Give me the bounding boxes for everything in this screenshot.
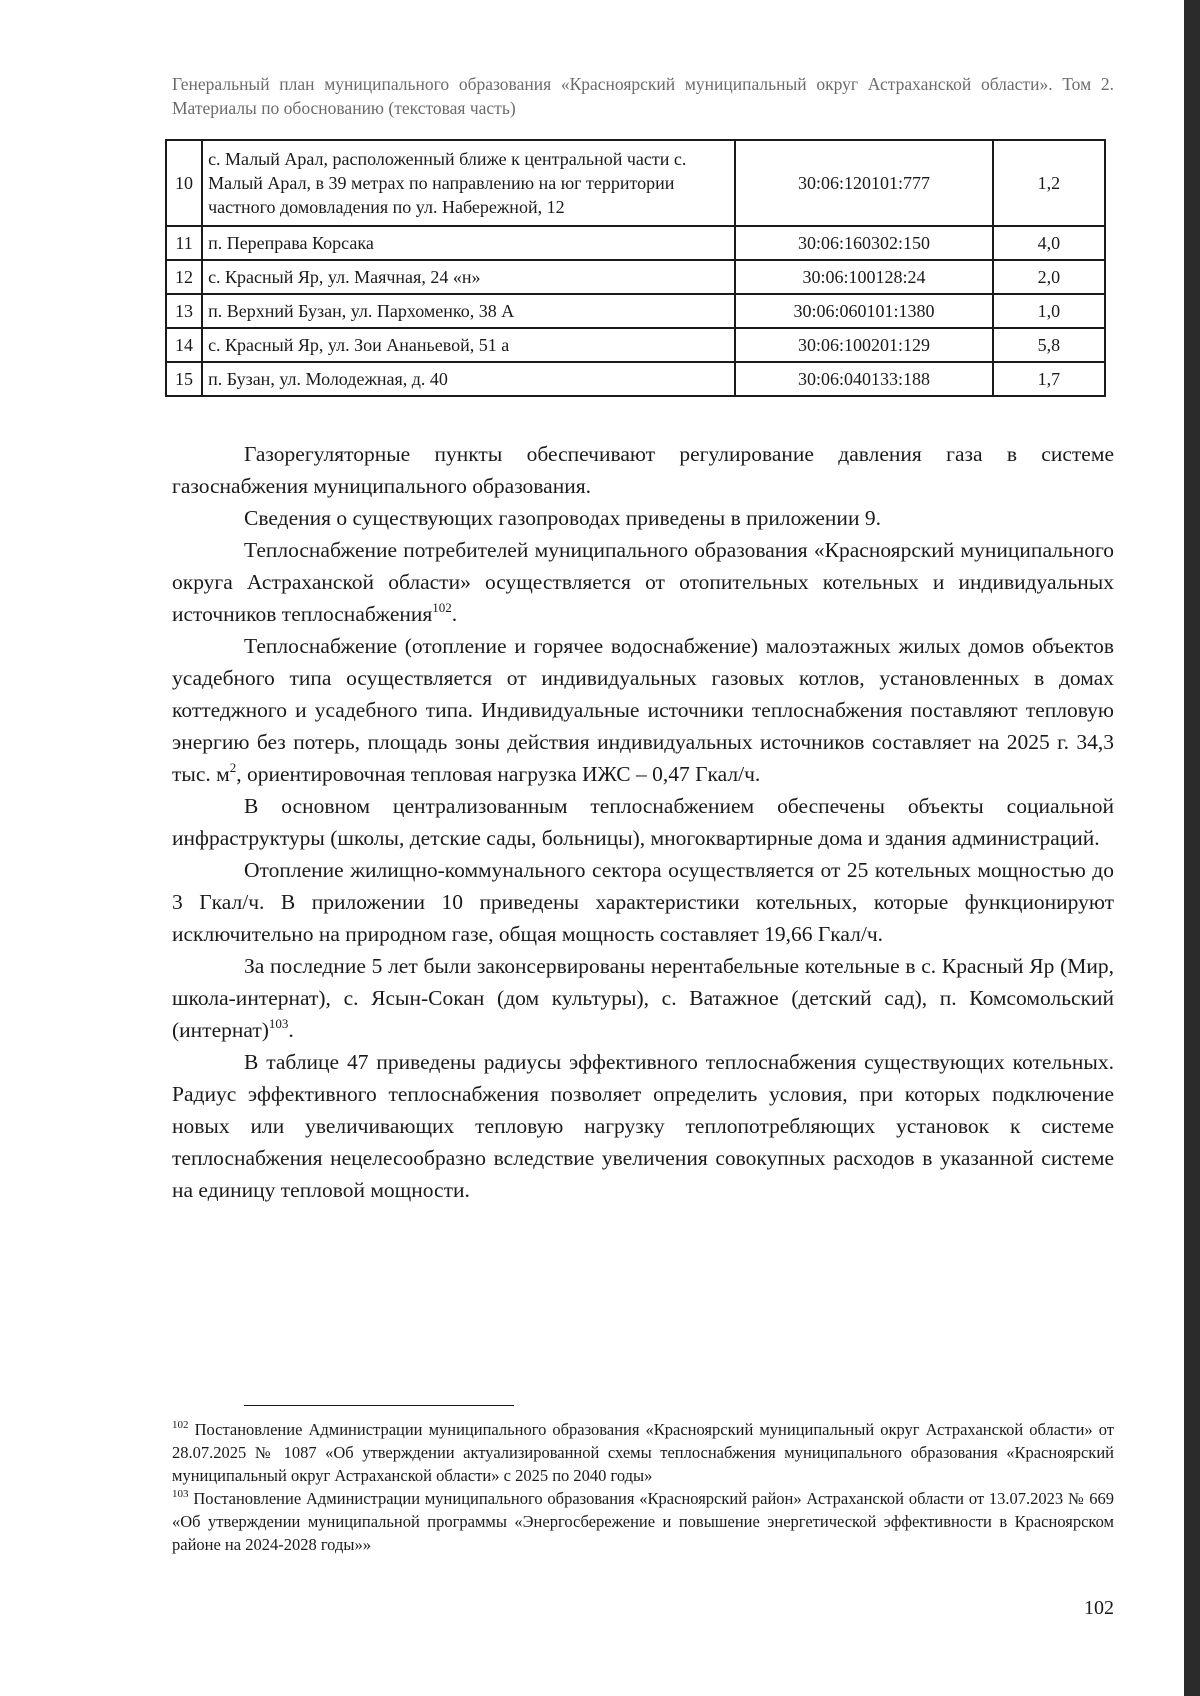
- row-location: с. Красный Яр, ул. Зои Ананьевой, 51 а: [202, 328, 735, 362]
- table-row: [166, 140, 1105, 226]
- footnote-ref-103[interactable]: 103: [268, 1016, 289, 1031]
- table-row: [166, 362, 1105, 396]
- footnote-text: Постановление Администрации муниципального образования «Красноярский муниципальный округ Астраханской области» от 28.07.2025 № 1087 «Об утверждении актуализированной схемы теплоснабжения муниципального образования «Красноярский муниципальный округ Астраханской области» с 2025 по 2040 годы»: [172, 1420, 1114, 1485]
- paragraph: Газорегуляторные пункты обеспечивают регулирование давления газа в системе газоснабжения муниципального образования.: [172, 442, 1114, 498]
- table-row: [166, 328, 1105, 362]
- footnote: [172, 1487, 1114, 1556]
- row-number: 13: [166, 294, 202, 328]
- body-text: [172, 438, 1114, 1206]
- viewer-edge: [1184, 0, 1200, 1696]
- table-row: [166, 226, 1105, 260]
- row-cadastral-number: 30:06:100201:129: [735, 328, 993, 362]
- paragraph-end: , ориентировочная тепловая нагрузка ИЖС – 0,47 Гкал/ч.: [236, 762, 761, 786]
- row-value: 5,8: [993, 328, 1105, 362]
- paragraph: [172, 630, 1114, 790]
- paragraph: Отопление жилищно-коммунального сектора осуществляется от 25 котельных мощностью до 3 Гкал/ч. В приложении 10 приведены характеристики котельных, которые функционируют исключительно на природном газе, общая мощность составляет 19,66 Гкал/ч.: [172, 858, 1114, 946]
- superscript-squared: 2: [229, 760, 237, 775]
- paragraph-end: .: [451, 602, 458, 626]
- paragraph-text: Теплоснабжение (отопление и горячее водоснабжение) малоэтажных жилых домов объектов усадебного типа осуществляется от индивидуальных газовых котлов, установленных в домах коттеджного и усадебного типа. Индивидуальные источники теплоснабжения поставляют тепловую энергию без потерь, площадь зоны действия индивидуальных источников составляет на 2025 г. 34,3 тыс. м: [172, 634, 1114, 786]
- row-cadastral-number: 30:06:160302:150: [735, 226, 993, 260]
- row-value: 4,0: [993, 226, 1105, 260]
- row-value: 1,0: [993, 294, 1105, 328]
- row-location: с. Красный Яр, ул. Маячная, 24 «н»: [202, 260, 735, 294]
- running-header: Генеральный план муниципального образования «Красноярский муниципальный округ Астраханской области». Том 2. Материалы по обоснованию (текстовая часть): [172, 74, 1114, 118]
- table-row: [166, 260, 1105, 294]
- paragraph-text: Теплоснабжение потребителей муниципального образования «Красноярский муниципального округа Астраханской области» осуществляется от отопительных котельных и индивидуальных источников теплоснабжения: [172, 538, 1114, 626]
- row-location: п. Бузан, ул. Молодежная, д. 40: [202, 362, 735, 396]
- row-value: 2,0: [993, 260, 1105, 294]
- paragraph: [172, 534, 1114, 630]
- footnote: [172, 1418, 1114, 1487]
- paragraph: Сведения о существующих газопроводах приведены в приложении 9.: [244, 506, 881, 530]
- footnote-number: 103: [172, 1488, 189, 1500]
- row-cadastral-number: 30:06:120101:777: [735, 140, 993, 226]
- row-value: 1,7: [993, 362, 1105, 396]
- table-row: [166, 294, 1105, 328]
- row-cadastral-number: 30:06:100128:24: [735, 260, 993, 294]
- row-number: 12: [166, 260, 202, 294]
- page-number: 102: [1084, 1597, 1114, 1619]
- row-location: п. Верхний Бузан, ул. Пархоменко, 38 А: [202, 294, 735, 328]
- gas-points-table: [165, 139, 1106, 397]
- document-page: [172, 0, 1114, 1696]
- row-number: 11: [166, 226, 202, 260]
- paragraph-text: За последние 5 лет были законсервированы нерентабельные котельные в с. Красный Яр (Мир, школа-интернат), с. Ясын-Сокан (дом культуры), с. Ватажное (детский сад), п. Комсомольский (интернат): [172, 954, 1114, 1042]
- row-cadastral-number: 30:06:040133:188: [735, 362, 993, 396]
- paragraph: [172, 950, 1114, 1046]
- paragraph: В таблице 47 приведены радиусы эффективного теплоснабжения существующих котельных. Радиус эффективного теплоснабжения позволяет определить условия, при которых подключение новых или увеличивающих тепловую нагрузку теплопотребляющих установок к системе теплоснабжения нецелесообразно вследствие увеличения совокупных расходов в указанной системе на единицу тепловой мощности.: [172, 1050, 1114, 1202]
- row-cadastral-number: 30:06:060101:1380: [735, 294, 993, 328]
- row-number: 15: [166, 362, 202, 396]
- footnote-number: 102: [172, 1419, 189, 1431]
- row-number: 10: [166, 140, 202, 226]
- footnotes: [172, 1418, 1114, 1556]
- row-number: 14: [166, 328, 202, 362]
- row-value: 1,2: [993, 140, 1105, 226]
- row-location: п. Переправа Корсака: [202, 226, 735, 260]
- footnote-text: Постановление Администрации муниципального образования «Красноярский район» Астраханской области от 13.07.2023 № 669 «Об утверждении муниципальной программы «Энергосбережение и повышение энергетической эффективности в Красноярском районе на 2024-2028 годы»»: [172, 1489, 1114, 1554]
- paragraph-end: .: [288, 1018, 294, 1042]
- footnote-ref-102[interactable]: 102: [432, 600, 452, 615]
- row-location: с. Малый Арал, расположенный ближе к центральной части с. Малый Арал, в 39 метрах по направлению на юг территории частного домовладения по ул. Набережной, 12: [202, 140, 735, 226]
- footnote-separator: [244, 1405, 514, 1406]
- paragraph: В основном централизованным теплоснабжением обеспечены объекты социальной инфраструктуры (школы, детские сады, больницы), многоквартирные дома и здания администраций.: [172, 794, 1114, 850]
